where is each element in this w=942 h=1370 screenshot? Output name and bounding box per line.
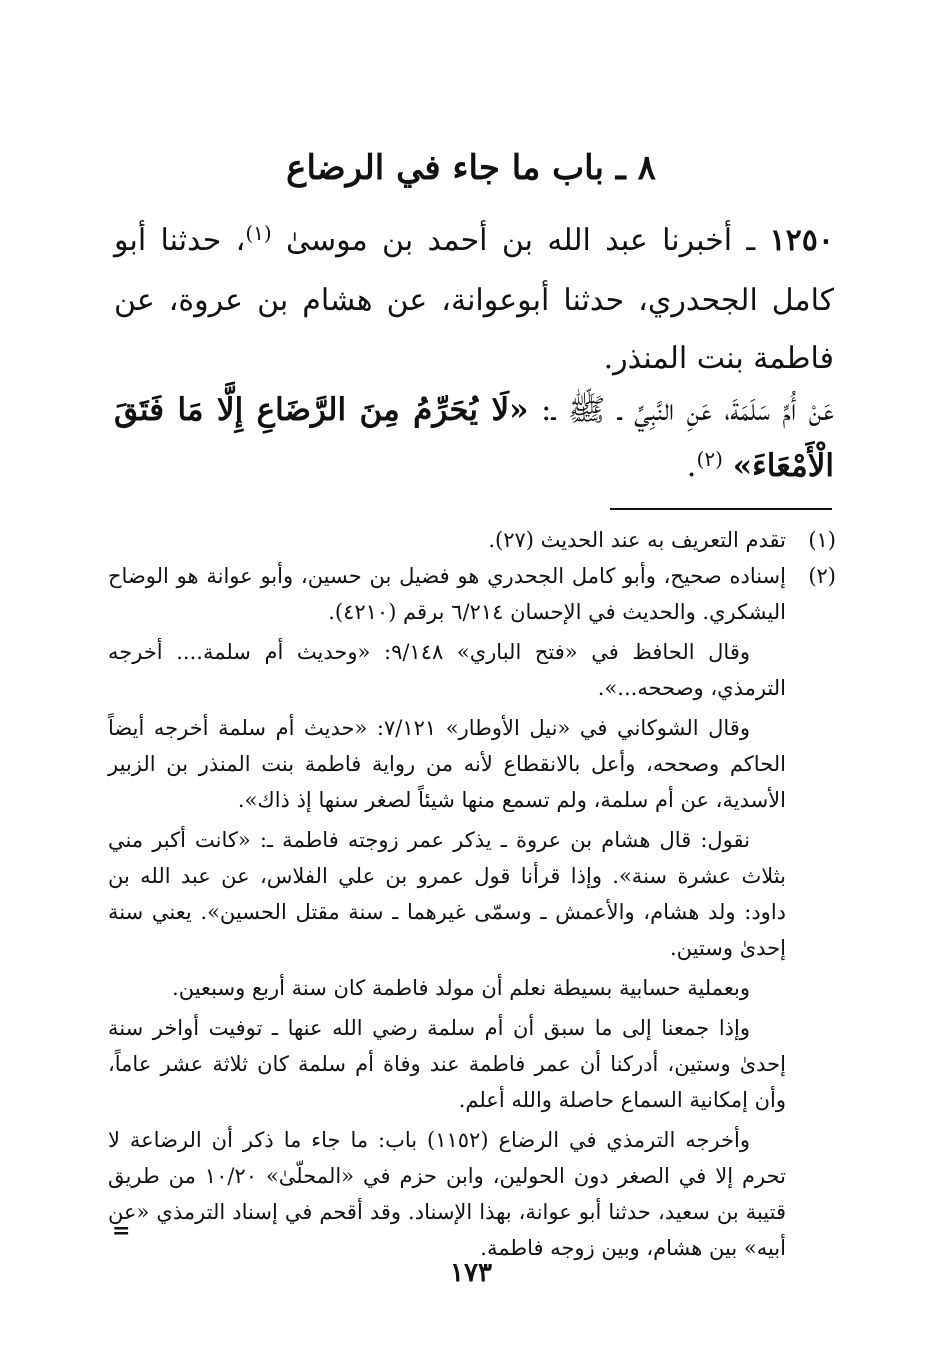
chapter-title: ٨ ـ باب ما جاء في الرضاع bbox=[286, 148, 656, 188]
hadith-matn bbox=[114, 382, 834, 497]
footnote-paragraph: وقال الشوكاني في «نيل الأوطار» ٧/١٢١: «حديث أم سلمة أخرجه أيضاً الحاكم وصححه، وأعل بالانقطاع لأنه من رواية فاطمة بنت المنذر بن الزبير الأسدية، عن أم سلمة، ولم تسمع منها شيئاً لصغر سنها إذ ذاك». bbox=[108, 716, 786, 812]
footnote-divider bbox=[610, 508, 832, 510]
footnote-text: تقدم التعريف به عند الحديث (٢٧). bbox=[488, 528, 786, 552]
footnote-ref-2[interactable]: (٢) bbox=[696, 447, 723, 471]
footnote-ref-1[interactable]: (١) bbox=[245, 221, 272, 245]
matn-intro: عَنْ أُمِّ سَلَمَةَ، عَنِ النَّبِيِّ ـ ﷺ ـ: bbox=[541, 392, 834, 428]
footnote-text: إسناده صحيح، وأبو كامل الجحدري هو فضيل بن حسين، وأبو عوانة هو الوضاح اليشكري. والحديث في الإحسان ٦/٢١٤ برقم (٤٢١٠). bbox=[108, 564, 786, 624]
isnad-rest-text: ، حدثنا أبو كامل الجحدري، حدثنا أبوعوانة، عن هشام بن عروة، عن فاطمة بنت المنذر. bbox=[114, 223, 834, 376]
isnad-text: ـ أخبرنا عبد الله بن أحمد بن موسىٰ bbox=[286, 223, 756, 258]
footnotes-section bbox=[108, 522, 836, 1266]
footnote-number: (٢) bbox=[808, 564, 836, 588]
footnote-paragraph: وإذا جمعنا إلى ما سبق أن أم سلمة رضي الله عنها ـ توفيت أواخر سنة إحدىٰ وستين، أدركنا أن عمر فاطمة عند وفاة أم سلمة كان ثلاثة عشر عاماً، وأن إمكانية السماع حاصلة والله أعلم. bbox=[108, 1016, 786, 1112]
continuation-mark: = bbox=[112, 1218, 131, 1244]
page-number: ١٧٣ bbox=[450, 1258, 492, 1288]
footnote-paragraph: وقال الحافظ في «فتح الباري» ٩/١٤٨: «وحديث أم سلمة.... أخرجه الترمذي، وصححه...». bbox=[108, 640, 786, 700]
footnote-paragraph: نقول: قال هشام بن عروة ـ يذكر عمر زوجته فاطمة ـ: «كانت أكبر مني بثلاث عشرة سنة». وإذا قرأنا قول عمرو بن علي الفلاس، عن عبد الله بن داود: ولد هشام، والأعمش ـ وسمّى غيرهما ـ سنة مقتل الحسين». يعني سنة إحدىٰ وستين. bbox=[108, 828, 786, 960]
footnote-2 bbox=[108, 558, 836, 1266]
hadith-isnad bbox=[114, 212, 834, 388]
footnote-paragraph: وبعملية حسابية بسيطة نعلم أن مولد فاطمة كان سنة أربع وسبعين. bbox=[172, 976, 750, 1000]
hadith-number: ١٢٥٠ bbox=[769, 223, 834, 258]
prophet-speech: «لَا يُحَرِّمُ مِنَ الرَّضَاعِ إِلَّا مَا فَتَقَ الْأَمْعَاءَ» bbox=[114, 392, 834, 484]
footnote-paragraph: وأخرجه الترمذي في الرضاع (١١٥٢) باب: ما جاء ما ذكر أن الرضاعة لا تحرم إلا في الصغر دون الحولين، وابن حزم في «المحلّىٰ» ١٠/٢٠ من طريق قتيبة بن سعيد، حدثنا أبو عوانة، بهذا الإسناد. وقد أقحم في إسناد الترمذي «عن أبيه» بين هشام، وبين زوجه فاطمة. bbox=[108, 1128, 787, 1260]
footnote-number: (١) bbox=[808, 528, 836, 552]
matn-end: . bbox=[686, 448, 697, 484]
footnote-1 bbox=[108, 522, 836, 558]
